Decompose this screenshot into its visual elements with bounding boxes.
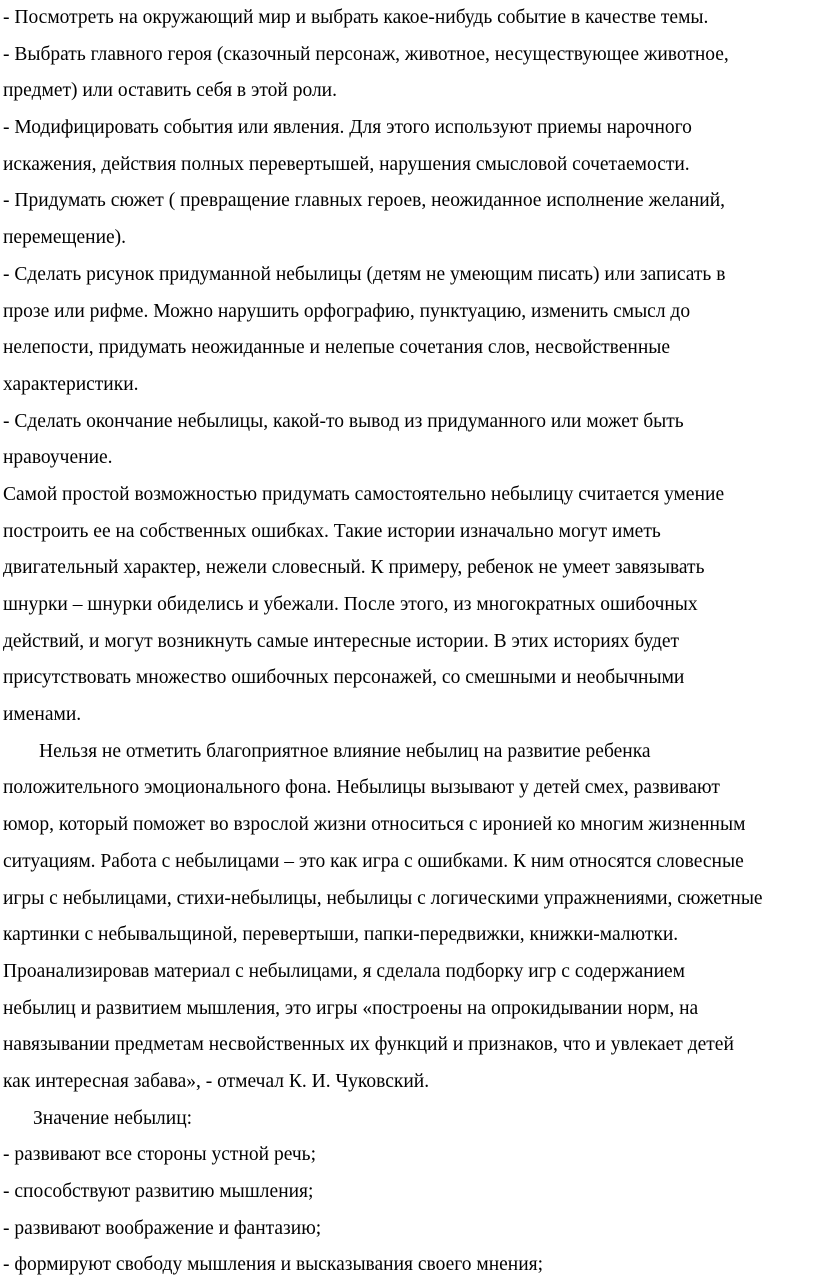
list-item: - формируют свободу мышления и высказывания своего мнения; — [3, 1254, 544, 1276]
step-item — [3, 257, 816, 404]
text-line: ситуациям. Работа с небылицами – это как игра с ошибками. К ним относятся словесные — [3, 850, 744, 872]
text-line: двигательный характер, нежели словесный. К примеру, ребенок не умеет завязывать — [3, 557, 705, 579]
text-line: характеристики. — [3, 373, 139, 395]
text-line: нелепости, придумать неожиданные и нелепые сочетания слов, несвойственные — [3, 337, 671, 359]
steps-list — [3, 0, 816, 477]
text-line: небылиц и развитием мышления, это игры «построены на опрокидывании норм, на — [3, 997, 699, 1019]
text-line: игры с небылицами, стихи-небылицы, небылицы с логическими упражнениями, сюжетные — [3, 887, 763, 909]
step-item — [3, 183, 816, 256]
text-line: нравоучение. — [3, 447, 113, 469]
text-line: прозе или рифме. Можно нарушить орфографию, пунктуацию, изменить смысл до — [3, 300, 691, 322]
text-line: Нельзя не отметить благоприятное влияние небылиц на развитие ребенка — [39, 740, 651, 762]
section-heading: Значение небылиц: — [33, 1107, 193, 1129]
text-line: построить ее на собственных ошибках. Такие истории изначально могут иметь — [3, 520, 661, 542]
text-line: присутствовать множество ошибочных персонажей, со смешными и необычными — [3, 667, 685, 689]
paragraph-influence — [3, 734, 816, 1101]
text-line: Самой простой возможностью придумать самостоятельно небылицу считается умение — [3, 483, 725, 505]
step-item — [3, 0, 816, 37]
step-item — [3, 37, 816, 110]
list-item: - развивают все стороны устной речь; — [3, 1144, 316, 1166]
text-line: юмор, который поможет во взрослой жизни относиться с иронией ко многим жизненным — [3, 814, 746, 836]
list-item: - способствуют развитию мышления; — [3, 1181, 314, 1202]
significance-section — [3, 1101, 816, 1284]
text-line: шнурки – шнурки обиделись и убежали. После этого, из многократных ошибочных — [3, 594, 698, 615]
list-item: - развивают воображение и фантазию; — [3, 1217, 322, 1239]
text-line: как интересная забава», - отмечал К. И. Чуковский. — [3, 1070, 430, 1092]
step-item — [3, 404, 816, 477]
text-line: именами. — [3, 704, 82, 726]
text-line: - Придумать сюжет ( превращение главных героев, неожиданное исполнение желаний, — [3, 190, 726, 212]
text-line: - Посмотреть на окружающий мир и выбрать какое-нибудь событие в качестве темы. — [3, 7, 709, 28]
text-line: - Модифицировать события или явления. Для этого используют приемы нарочного — [3, 117, 692, 139]
text-line: предмет) или оставить себя в этой роли. — [3, 80, 337, 102]
text-line: картинки с небывальщиной, перевертыши, папки-передвижки, книжки-малютки. — [3, 924, 679, 946]
text-line: навязывании предметам несвойственных их функций и признаков, что и увлекает детей — [3, 1034, 734, 1056]
paragraph-errors — [3, 477, 816, 734]
text-line: - Выбрать главного героя (сказочный персонаж, животное, несуществующее животное, — [3, 43, 729, 65]
text-line: - Сделать рисунок придуманной небылицы (детям не умеющим писать) или записать в — [3, 263, 726, 285]
text-line: искажения, действия полных перевертышей, нарушения смысловой сочетаемости. — [3, 153, 690, 175]
text-line: - Сделать окончание небылицы, какой-то вывод из придуманного или может быть — [3, 410, 684, 432]
step-item — [3, 110, 816, 183]
text-line: перемещение). — [3, 227, 127, 249]
text-line: положительного эмоционального фона. Небылицы вызывают у детей смех, развивают — [3, 777, 720, 799]
text-line: действий, и могут возникнуть самые интересные истории. В этих историях будет — [3, 630, 680, 652]
text-line: Проанализировав материал с небылицами, я сделала подборку игр с содержанием — [3, 960, 686, 982]
